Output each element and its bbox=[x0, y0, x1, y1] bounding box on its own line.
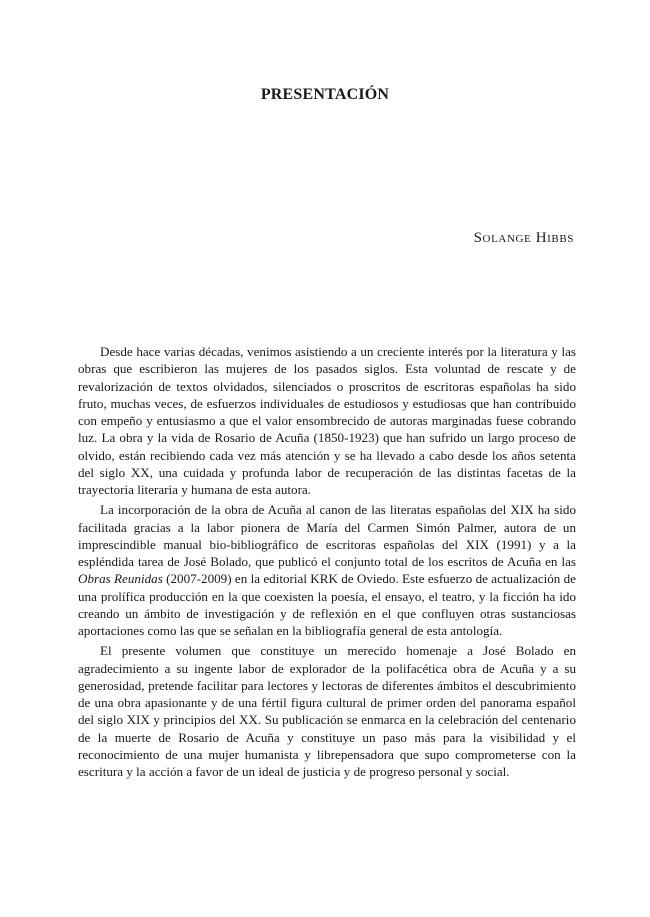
book-title: Obras Reunidas bbox=[78, 571, 163, 587]
body-text bbox=[78, 343, 576, 780]
paragraph-2 bbox=[78, 501, 576, 639]
paragraph-2-part-2: (2007-2009) en la editorial KRK de Oviedo. Este esfuerzo de actualización de una prolífica producción en la que coexisten la poesía, el ensayo, el teatro, y la ficción ha ido creando un ámbito de investigación y de reflexión en el que confluyen otras sustanciosas aportaciones como las que se señalan en la bibliografía general de esta antología. bbox=[78, 571, 576, 638]
paragraph-1: Desde hace varias décadas, venimos asistiendo a un creciente interés por la literatura y las obras que escribieron las mujeres de los pasados siglos. Esta voluntad de rescate y de revalorización de textos olvidados, silenciados o proscritos de escritoras españolas ha sido fruto, muchas veces, de esfuerzos individuales de estudiosos y estudiosas que han contribuido con empeño y entusiasmo a que el valor ensombrecido de autoras marginadas fuese cobrando luz. La obra y la vida de Rosario de Acuña (1850-1923) que han sufrido un largo proceso de olvido, están recibiendo cada vez más atención y se ha llevado a cabo desde los años setenta del siglo XX, una cuidada y profunda labor de recuperación de las distintas facetas de la trayectoria literaria y humana de esta autora. bbox=[78, 344, 576, 497]
author-name: Solange Hibbs bbox=[473, 230, 574, 246]
page-title: PRESENTACIÓN bbox=[260, 86, 390, 103]
paragraph-3: El presente volumen que constituye un merecido homenaje a José Bolado en agradecimiento a su ingente labor de explorador de la polifacética obra de Acuña y a su generosidad, pretende facilitar para lectores y lectoras de diferentes ámbitos el descubrimiento de una obra apasionante y de una fértil figura cultural de primer orden del panorama español del siglo XIX y principios del XX. Su publicación se enmarca en la celebración del centenario de la muerte de Rosario de Acuña y constituye un paso más para la visibilidad y el reconocimiento de una mujer humanista y librepensadora que supo comprometerse con la escritura y la acción a favor de un ideal de justicia y de progreso personal y social. bbox=[78, 643, 576, 779]
paragraph-2-part-1: La incorporación de la obra de Acuña al canon de las literatas españolas del XIX ha sido facilitada gracias a la labor pionera de María del Carmen Simón Palmer, autora de un imprescindible manual bio-bibliográfico de escritoras españolas del XIX (1991) y a la espléndida tarea de José Bolado, que publicó el conjunto total de los escritos de Acuña en las bbox=[78, 502, 576, 569]
